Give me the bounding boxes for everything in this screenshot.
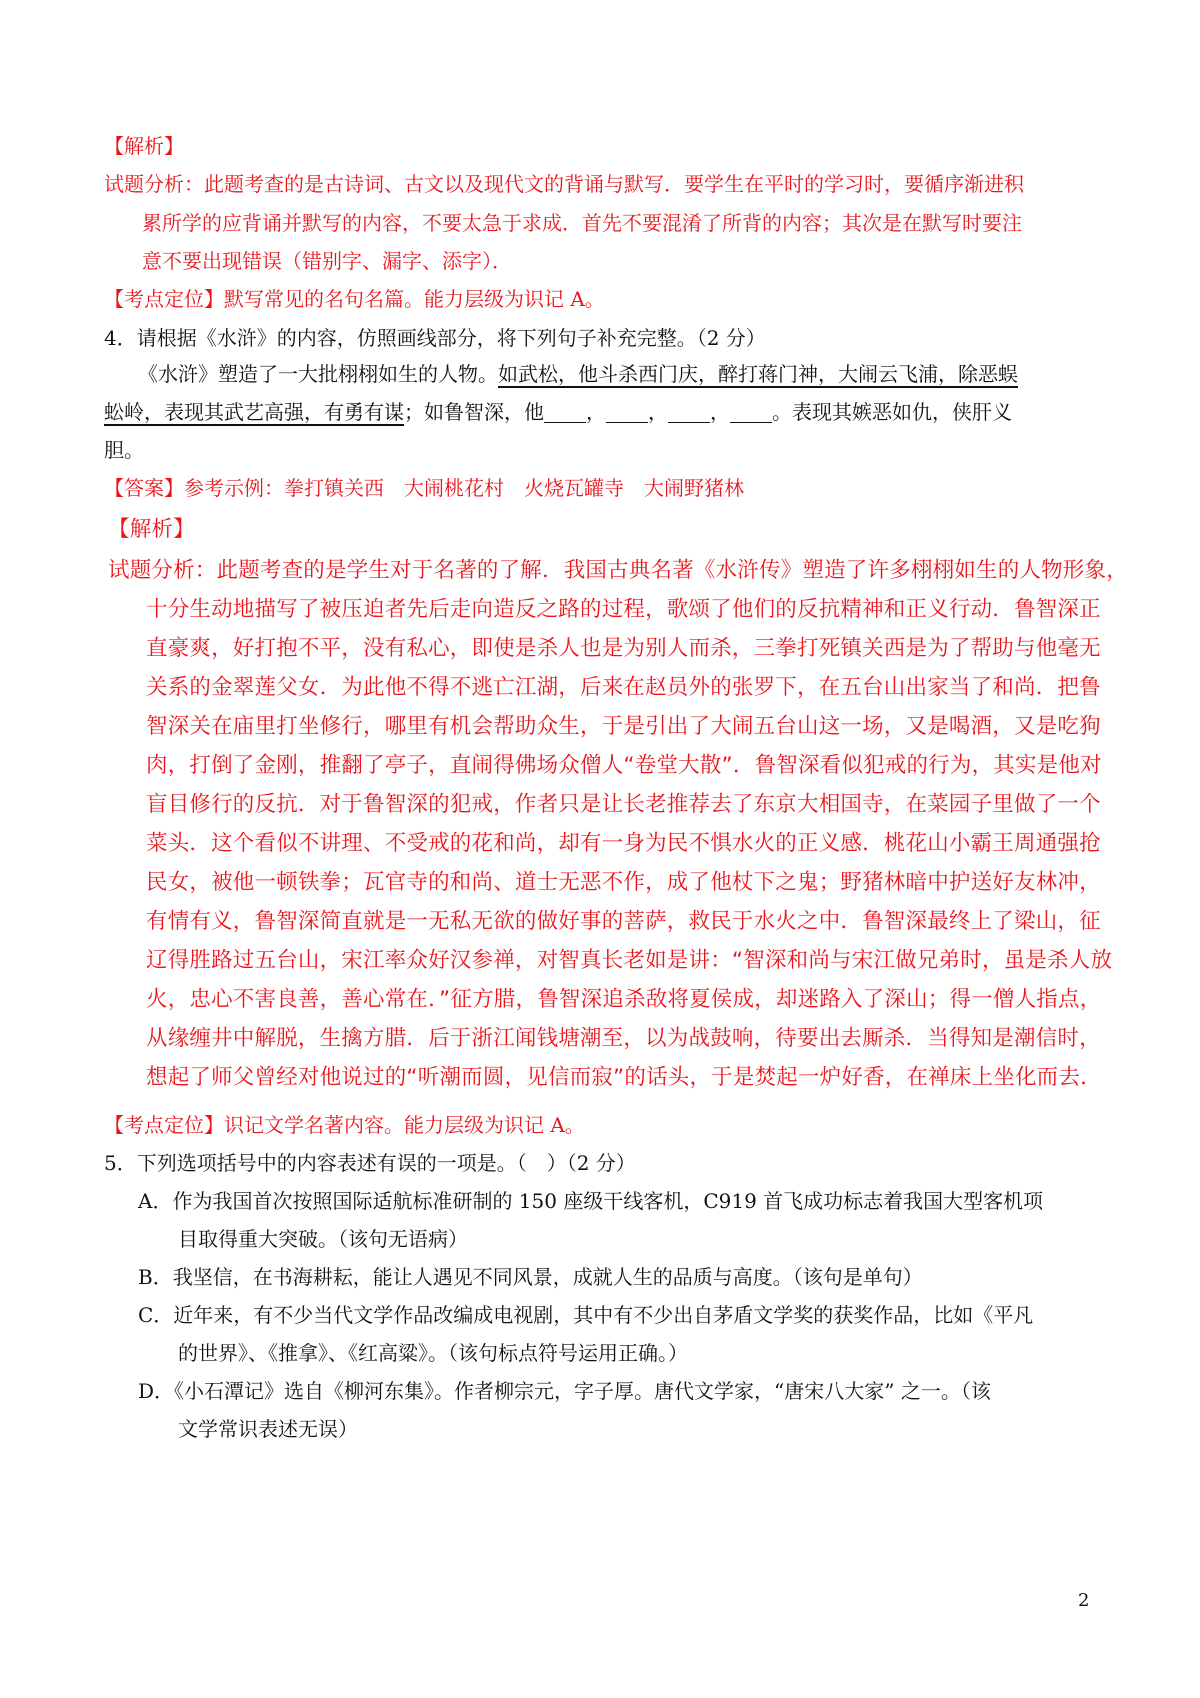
analysis-line: 从缘缠井中解脱，生擒方腊．后于浙江闻钱塘潮至，以为战鼓响，待要出去厮杀．当得知是潮信时， (146, 1026, 1101, 1051)
question-5-stem: 5．下列选项括号中的内容表述有误的一项是。（ ）（2 分） (104, 1151, 636, 1175)
underlined-model-end: 蚣岭，表现其武艺高强，有勇有谋 (104, 400, 404, 424)
analysis-line: 火，忠心不害良善，善心常在．”征方腊，鲁智深追杀敌将夏侯成，却迷路入了深山；得一僧人指点， (146, 987, 1102, 1012)
analysis-line: 直豪爽，好打抱不平，没有私心，即使是杀人也是为别人而杀，三拳打死镇关西是为了帮助与他毫无 (146, 636, 1101, 661)
answer-blank-1[interactable] (544, 400, 586, 423)
option-b[interactable]: B．我坚信，在书海耕耘，能让人遇见不同风景，成就人生的品质与高度。（该句是单句） (138, 1265, 923, 1289)
option-a-cont: 目取得重大突破。（该句无语病） (178, 1227, 468, 1251)
analysis-heading: 【解析】 (104, 134, 184, 158)
option-d-cont: 文学常识表述无误） (178, 1417, 358, 1441)
kaodian-text: 【考点定位】默写常见的名句名篇。能力层级为识记 A。 (104, 287, 605, 311)
analysis-line: 菜头．这个看似不讲理、不受戒的花和尚，却有一身为民不惧水火的正义感．桃花山小霸王周通强抢 (146, 831, 1101, 856)
comma: ， (648, 400, 668, 424)
analysis-line: 十分生动地描写了被压迫者先后走向造反之路的过程，歌颂了他们的反抗精神和正义行动．鲁智深正 (146, 597, 1101, 622)
question-4-sentence-line-2 (104, 398, 1012, 426)
sentence-lead: 《水浒》塑造了一大批栩栩如生的人物。 (138, 362, 498, 386)
analysis-line: 辽得胜路过五台山，宋江率众好汉参禅，对智真长老如是讲：“智深和尚与宋江做兄弟时，虽是杀人放 (146, 948, 1113, 973)
question-4-sentence-line (138, 360, 1018, 388)
option-c[interactable]: C．近年来，有不少当代文学作品改编成电视剧，其中有不少出自茅盾文学奖的获奖作品，比如《平凡 (138, 1303, 1034, 1327)
answer-blank-3[interactable] (668, 400, 710, 423)
analysis-heading: 【解析】 (108, 517, 195, 542)
analysis-line: 有情有义，鲁智深简直就是一无私无欲的做好事的菩萨，救民于水火之中．鲁智深最终上了梁山，征 (146, 909, 1101, 934)
analysis-line: 累所学的应背诵并默写的内容，不要太急于求成．首先不要混淆了所背的内容；其次是在默写时要注 (142, 211, 1022, 235)
option-c-cont: 的世界》、《推拿》、《红高粱》。（该句标点符号运用正确。） (178, 1341, 688, 1365)
analysis-line: 意不要出现错误（错别字、漏字、添字）． (142, 249, 512, 273)
analysis-line: 盲目修行的反抗．对于鲁智深的犯戒，作者只是让长老推荐去了东京大相国寺，在菜园子里做了一个 (146, 792, 1101, 817)
analysis-line: 民女，被他一顿铁拳；瓦官寺的和尚、道士无恶不作，成了他杖下之鬼；野猪林暗中护送好友林冲， (146, 870, 1101, 895)
answer-line: 【答案】参考示例：拳打镇关西 大闹桃花村 火烧瓦罐寺 大闹野猪林 (104, 476, 744, 500)
question-4-sentence-line-3: 胆。 (104, 438, 144, 462)
kaodian-line (104, 285, 605, 313)
option-a[interactable]: A．作为我国首次按照国际适航标准研制的 150 座级干线客机，C919 首飞成功标志着我国大型客机项 (138, 1189, 1044, 1213)
underlined-model: 如武松，他斗杀西门庆，醉打蒋门神，大闹云飞浦，除恶蜈 (498, 362, 1018, 386)
option-d[interactable]: D．《小石潭记》选自《柳河东集》。作者柳宗元，字子厚。唐代文学家，“唐宋八大家” 之一。（该 (138, 1379, 991, 1403)
comma: ， (710, 400, 730, 424)
sentence-end: 。表现其嫉恶如仇，侠肝义 (772, 400, 1012, 424)
analysis-line: 关系的金翠莲父女．为此他不得不逃亡江湖，后来在赵员外的张罗下，在五台山出家当了和尚．把鲁 (146, 675, 1101, 700)
analysis-line: 想起了师父曾经对他说过的“听潮而圆，见信而寂”的话头，于是焚起一炉好香，在禅床上坐化而去． (146, 1065, 1102, 1090)
page-number: 2 (1078, 1590, 1090, 1611)
analysis-line: 试题分析：此题考查的是古诗词、古文以及现代文的背诵与默写．要学生在平时的学习时，要循序渐进积 (104, 172, 1024, 196)
answer-blank-2[interactable] (606, 400, 648, 423)
question-4-stem: 4．请根据《水浒》的内容，仿照画线部分，将下列句子补充完整。（2 分） (104, 326, 766, 350)
comma: ， (586, 400, 606, 424)
sentence-mid: ；如鲁智深，他 (404, 400, 544, 424)
analysis-line: 试题分析：此题考查的是学生对于名著的了解．我国古典名著《水浒传》塑造了许多栩栩如生的人物形象， (108, 558, 1128, 583)
analysis-line: 智深关在庙里打坐修行，哪里有机会帮助众生，于是引出了大闹五台山这一场，又是喝酒，又是吃狗 (146, 714, 1101, 739)
kaodian-line: 【考点定位】识记文学名著内容。能力层级为识记 A。 (104, 1113, 585, 1137)
answer-blank-4[interactable] (730, 400, 772, 423)
analysis-line: 肉，打倒了金刚，推翻了亭子，直闹得佛场众僧人“卷堂大散”．鲁智深看似犯戒的行为，其实是他对 (146, 753, 1102, 778)
